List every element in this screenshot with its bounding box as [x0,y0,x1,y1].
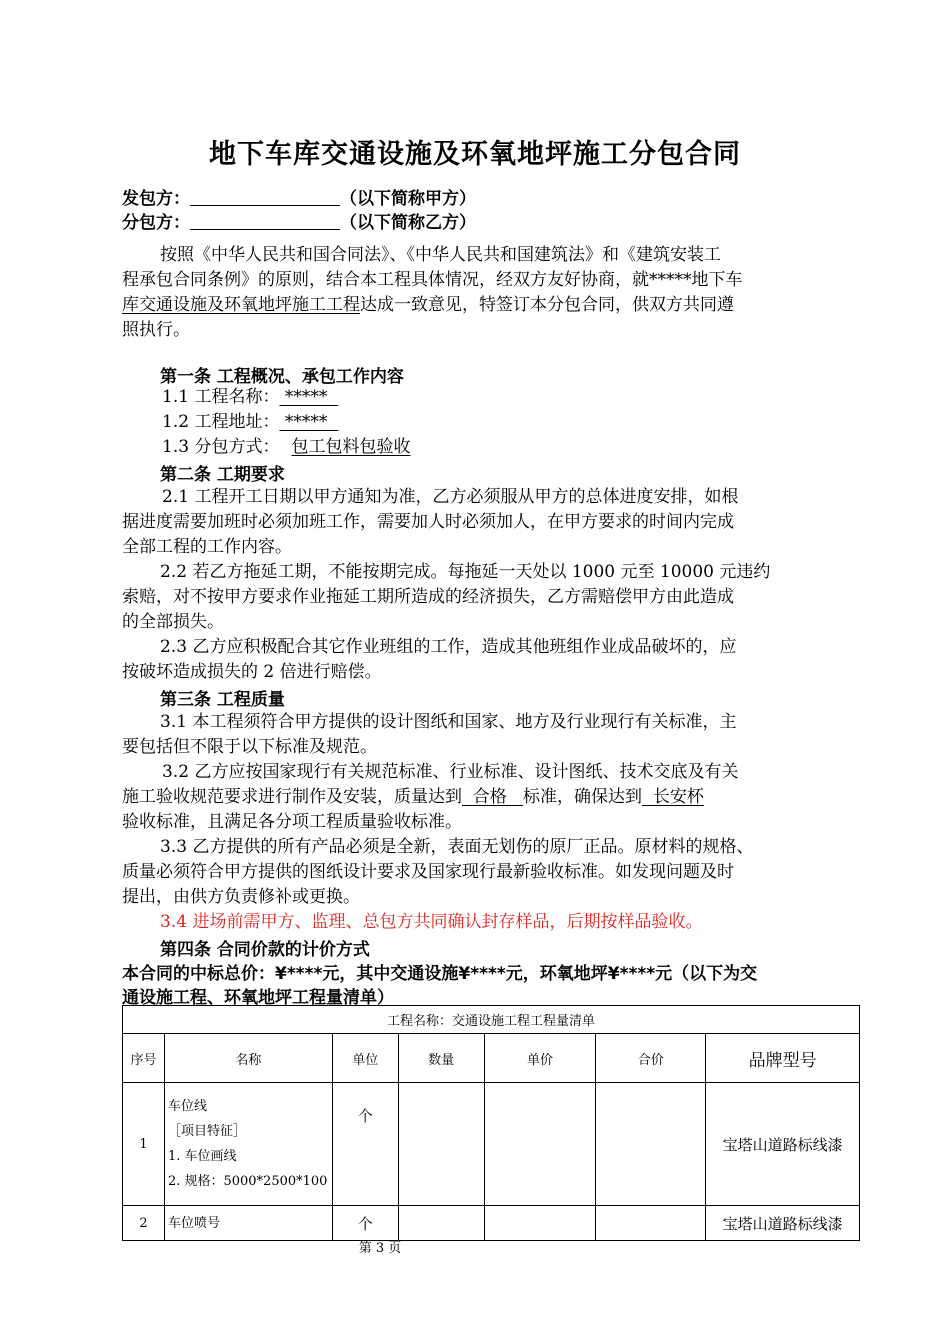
row-quantity [398,1206,484,1241]
subcontract-mode-line: 1.3 分包方式： 包工包料包验收 [162,437,411,457]
row-total [596,1206,706,1241]
clause-3-3-line-3: 提出，由供方负责修补或更换。 [122,887,360,907]
project-address-line: 1.2 工程地址： ***** [162,412,339,432]
page-number: 第 3 页 [358,1241,402,1256]
table-header-row [123,1034,860,1083]
clause-2-2-line-3: 的全部损失。 [122,612,224,632]
col-header-unit: 单位 [332,1034,398,1083]
clause-2-1-line-3: 全部工程的工作内容。 [122,537,292,557]
clause-2-3-line-2: 按破坏造成损失的 2 倍进行赔偿。 [122,662,382,682]
row-total [596,1083,706,1206]
quantity-table [122,1005,860,1241]
row-no: 1 [123,1083,165,1206]
article-4-heading: 第四条 合同价款的计价方式 [160,940,370,960]
employer-blank [190,189,340,206]
clause-2-3-line-1: 2.3 乙方应积极配合其它作业班组的工作，造成其他班组作业成品破坏的，应 [160,637,737,657]
table-row [123,1206,860,1241]
row-quantity [398,1083,484,1206]
col-header-unit-price: 单价 [484,1034,596,1083]
row-unit-price [484,1206,596,1241]
contractor-blank [190,213,340,230]
clause-3-3-line-2: 质量必须符合甲方提供的图纸设计要求及国家现行最新验收标准。如发现问题及时 [122,862,734,882]
row-brand: 宝塔山道路标线漆 [706,1083,860,1206]
contract-title: 地下车库交通设施及环氧地坪施工分包合同 [209,139,741,170]
row-name: 车位喷号 [164,1206,332,1241]
intro-line-2: 程承包合同条例》的原则，结合本工程具体情况，经双方友好协商，就*****地下车 [122,270,743,290]
article-1-heading: 第一条 工程概况、承包工作内容 [160,367,404,387]
table-caption-row [123,1006,860,1034]
subcontract-mode-value: 包工包料包验收 [291,437,411,457]
row-unit: 个 [332,1206,398,1241]
clause-2-1-line-2: 据进度需要加班时必须加班工作，需要加人时必须加人，在甲方要求的时间内完成 [122,512,734,532]
clause-3-2-line-2: 施工验收规范要求进行制作及安装，质量达到 合格 标准，确保达到 长安杯 [122,787,704,807]
project-name-line: 1.1 工程名称： ***** [162,387,339,407]
clause-3-4-red: 3.4 进场前需甲方、监理、总包方共同确认封存样品，后期按样品验收。 [160,912,703,932]
quality-grade-value: 合格 [462,787,524,807]
col-header-brand: 品牌型号 [706,1034,860,1083]
row-unit: 个 [332,1083,398,1206]
article-2-heading: 第二条 工期要求 [160,465,285,485]
contractor-line [122,208,476,233]
clause-2-2-line-2: 索赔，对不按甲方要求作业拖延工期所造成的经济损失，乙方需赔偿甲方由此造成 [122,587,734,607]
col-header-name: 名称 [164,1034,332,1083]
project-name-underlined: 库交通设施及环氧地坪施工工程 [122,295,360,315]
employer-label: 发包方： [122,189,190,209]
intro-line-1: 按照《中华人民共和国合同法》、《中华人民共和国建筑法》和《建筑安装工 [160,245,721,265]
employer-note: （以下简称甲方） [340,189,476,209]
contractor-note: （以下简称乙方） [340,213,476,233]
project-name-value: ***** [279,387,339,407]
clause-2-1-line-1: 2.1 工程开工日期以甲方通知为准，乙方必须服从甲方的总体进度安排，如根 [162,487,739,507]
clause-3-2-line-1: 3.2 乙方应按国家现行有关规范标准、行业标准、设计图纸、技术交底及有关 [162,762,739,782]
col-header-total: 合价 [596,1034,706,1083]
row-unit-price [484,1083,596,1206]
table-caption: 工程名称：交通设施工程工程量清单 [123,1006,860,1034]
price-line-1: 本合同的中标总价：¥****元，其中交通设施¥****元，环氧地坪¥****元（以下为交 [122,964,758,984]
intro-line-3: 库交通设施及环氧地坪施工工程达成一致意见，特签订本分包合同，供双方共同遵 [122,295,734,315]
clause-3-2-line-3: 验收标准，且满足各分项工程质量验收标准。 [122,812,462,832]
row-no: 2 [123,1206,165,1241]
clause-3-1-line-1: 3.1 本工程须符合甲方提供的设计图纸和国家、地方及行业现行有关标准，主 [160,712,737,732]
clause-3-3-line-1: 3.3 乙方提供的所有产品必须是全新，表面无划伤的原厂正品。原材料的规格、 [160,837,754,857]
row-name: 车位线 ［项目特征］ 1. 车位画线 2. 规格：5000*2500*100 [164,1083,332,1206]
col-header-quantity: 数量 [398,1034,484,1083]
price-line-2: 通设施工程、环氧地坪工程量清单） [122,988,394,1008]
intro-line-4: 照执行。 [122,320,190,340]
employer-line [122,184,476,209]
article-3-heading: 第三条 工程质量 [160,690,285,710]
clause-2-2-line-1: 2.2 若乙方拖延工期，不能按期完成。每拖延一天处以 1000 元至 10000 元违约 [160,562,771,582]
table-row [123,1083,860,1206]
col-header-no: 序号 [123,1034,165,1083]
clause-3-1-line-2: 要包括但不限于以下标准及规范。 [122,737,377,757]
award-target-value: 长安杯 [642,787,704,807]
project-address-value: ***** [279,412,339,432]
contractor-label: 分包方： [122,213,190,233]
row-brand: 宝塔山道路标线漆 [706,1206,860,1241]
